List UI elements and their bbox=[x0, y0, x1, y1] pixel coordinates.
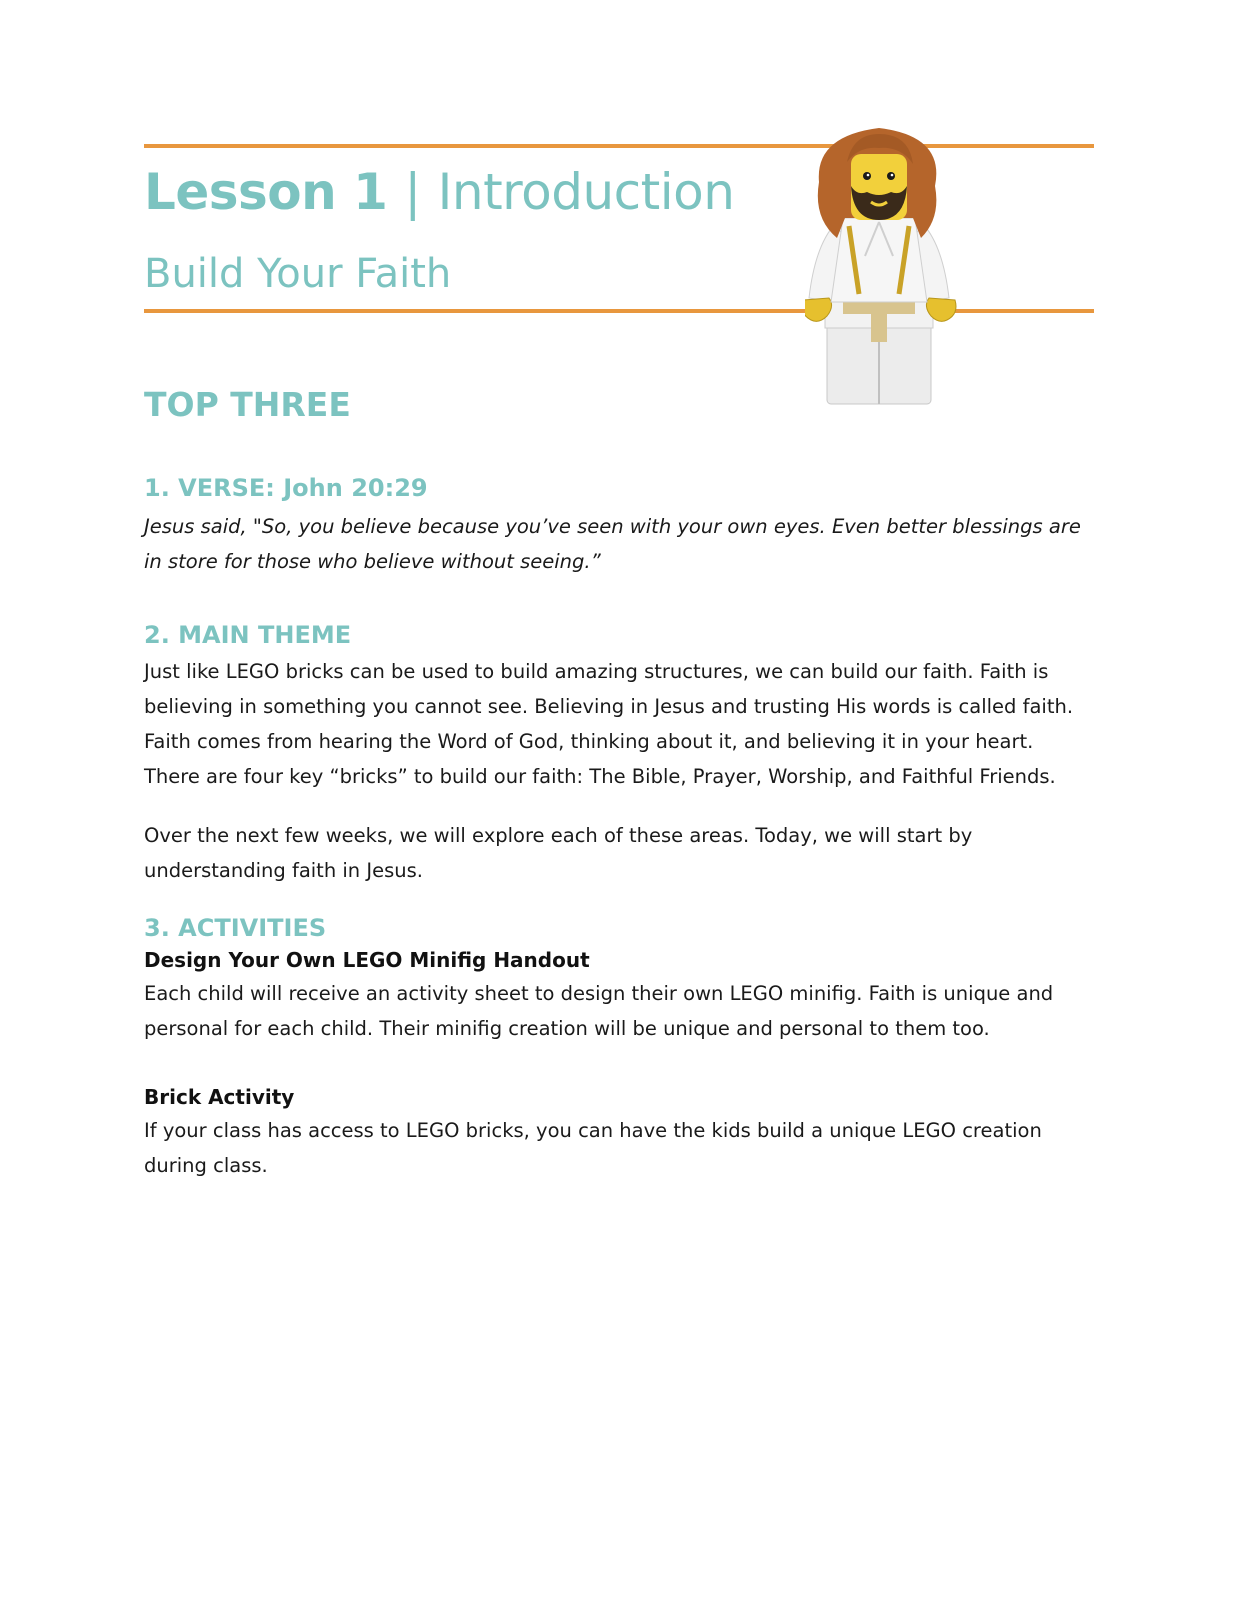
verse-section bbox=[144, 472, 1084, 579]
verse-text: Jesus said, "So, you believe because you’ve seen with your own eyes. Even better blessings are in store for those who believe without seeing.” bbox=[144, 515, 1081, 573]
activities-section bbox=[144, 912, 1084, 1183]
lesson-title: Introduction bbox=[437, 163, 735, 221]
lesson-label: Lesson 1 bbox=[144, 163, 388, 221]
main-theme-section bbox=[144, 619, 1084, 888]
lego-minifig-jesus-icon bbox=[805, 126, 997, 416]
main-theme-paragraph: Just like LEGO bricks can be used to build amazing structures, we can build our faith. Faith is believing in something you cannot see. Believing in Jesus and trusting His words is called faith. Faith comes from hearing the Word of God, thinking about it, and believing it in your heart. There are four key “bricks” to build our faith: The Bible, Prayer, Worship, and Faithful Friends. bbox=[144, 660, 1074, 788]
main-content bbox=[144, 383, 1084, 1183]
activity-text: Each child will receive an activity sheet to design their own LEGO minifig. Faith is unique and personal for each child. Their minifig creation will be unique and personal to them too. bbox=[144, 982, 1054, 1040]
activity-title: Design Your Own LEGO Minifig Handout bbox=[144, 948, 590, 972]
top-three-heading: TOP THREE bbox=[144, 385, 351, 424]
activity-title: Brick Activity bbox=[144, 1085, 295, 1109]
verse-heading: 1. VERSE: John 20:29 bbox=[144, 474, 428, 502]
main-theme-paragraph: Over the next few weeks, we will explore each of these areas. Today, we will start by understanding faith in Jesus. bbox=[144, 824, 973, 882]
page-title bbox=[144, 160, 734, 224]
title-separator: | bbox=[404, 163, 421, 221]
lesson-subtitle: Build Your Faith bbox=[144, 251, 452, 297]
main-theme-heading: 2. MAIN THEME bbox=[144, 621, 352, 649]
activity-text: If your class has access to LEGO bricks, you can have the kids build a unique LEGO creation during class. bbox=[144, 1119, 1042, 1177]
activities-heading: 3. ACTIVITIES bbox=[144, 914, 327, 942]
